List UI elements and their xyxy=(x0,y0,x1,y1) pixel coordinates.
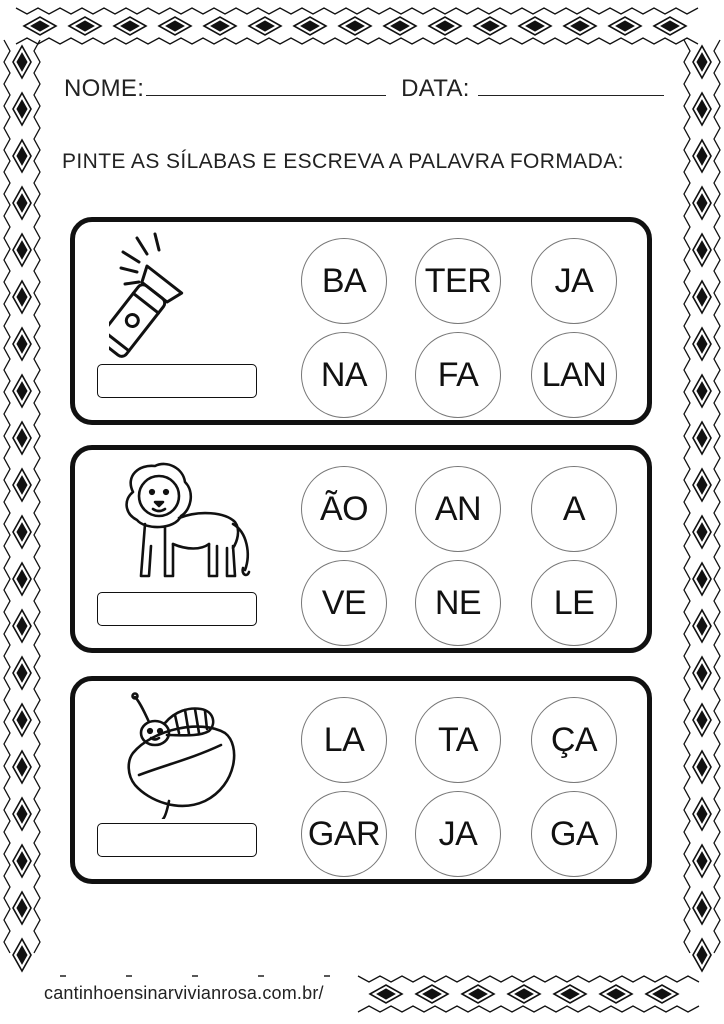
name-blank-line[interactable] xyxy=(146,74,386,96)
syllable-circle[interactable]: NA xyxy=(301,332,387,418)
header-fields xyxy=(64,74,670,103)
name-label: NOME: xyxy=(64,75,145,102)
syllable-circle[interactable]: LA xyxy=(301,697,387,783)
answer-box[interactable] xyxy=(97,364,257,398)
answer-box[interactable] xyxy=(97,592,257,626)
exercise-card-1 xyxy=(70,217,652,425)
date-label: DATA: xyxy=(401,75,470,102)
syllable-circle[interactable]: FA xyxy=(415,332,501,418)
syllable-circle[interactable]: GAR xyxy=(301,791,387,877)
syllable-circle[interactable]: ÃO xyxy=(301,466,387,552)
syllable-circle[interactable]: LE xyxy=(531,560,617,646)
syllable-circle[interactable]: A xyxy=(531,466,617,552)
syllable-circle[interactable]: JA xyxy=(415,791,501,877)
lion-icon xyxy=(109,458,259,588)
syllable-circle[interactable]: GA xyxy=(531,791,617,877)
syllable-circle[interactable]: LAN xyxy=(531,332,617,418)
exercise-card-2 xyxy=(70,445,652,653)
flashlight-icon xyxy=(109,230,259,360)
syllable-circle[interactable]: VE xyxy=(301,560,387,646)
exercise-card-3 xyxy=(70,676,652,884)
instruction-text: PINTE AS SÍLABAS E ESCREVA A PALAVRA FORMADA: xyxy=(62,150,624,173)
syllable-circle[interactable]: BA xyxy=(301,238,387,324)
syllable-circle[interactable]: JA xyxy=(531,238,617,324)
syllable-circle[interactable]: NE xyxy=(415,560,501,646)
syllable-circle[interactable]: TA xyxy=(415,697,501,783)
footer-website-url: cantinhoensinarvivianrosa.com.br/ xyxy=(44,983,324,1003)
caterpillar-on-leaf-icon xyxy=(109,689,259,819)
syllable-circle[interactable]: ÇA xyxy=(531,697,617,783)
date-blank-line[interactable] xyxy=(478,74,664,96)
syllable-circle[interactable]: AN xyxy=(415,466,501,552)
answer-box[interactable] xyxy=(97,823,257,857)
syllable-circle[interactable]: TER xyxy=(415,238,501,324)
